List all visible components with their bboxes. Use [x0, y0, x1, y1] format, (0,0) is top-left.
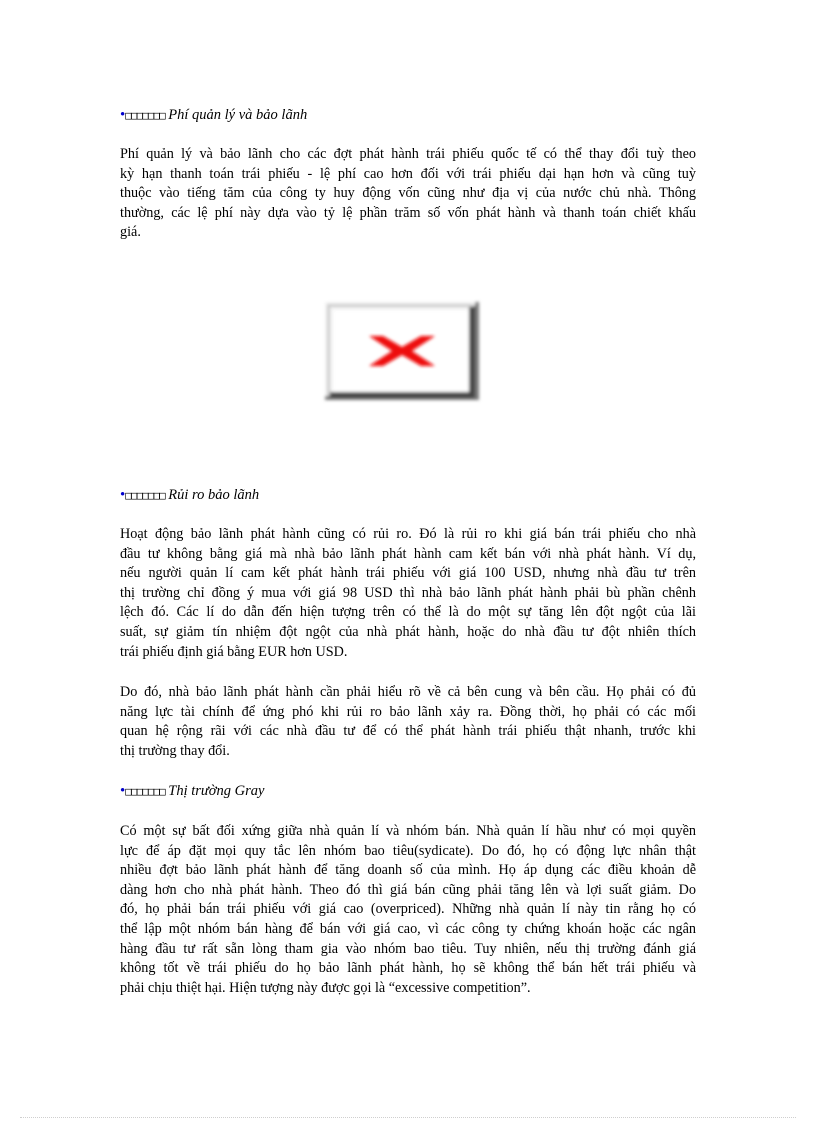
missing-glyph-boxes: □□□□□□□: [125, 489, 165, 502]
text-line: Phí quản lý và bảo lãnh cho các đợt phát hành trái phiếu quốc tế có thể thay đổi tuỳ theo: [120, 146, 696, 162]
text-line: giá.: [120, 224, 141, 241]
text-line: quan hệ rộng rãi với các nhà đầu tư để có thể phát hành trái phiếu thật nhanh, trước khi: [120, 723, 696, 740]
section-heading-fees: [120, 106, 307, 125]
text-line: lực để áp đặt mọi quy tắc lên nhóm bao tiêu(sydicate). Do đó, họ có động lực nhân thật: [120, 842, 696, 859]
text-line: đó, họ phải bán trái phiếu với giá cao (overpriced). Những nhà quản lí này tin rằng họ có: [120, 901, 696, 918]
text-line: thể lập một nhóm bán hàng để bán với giá cao, vì các công ty chứng khoán hoặc các ngân: [120, 920, 696, 937]
text-line: nhiều đợt bảo lãnh phát hành để tăng doanh số của mình. Họ áp dụng các điều khoản dễ: [120, 862, 696, 879]
bullet-icon: •: [120, 783, 126, 799]
bullet-icon: •: [120, 487, 126, 503]
page-bottom-rule: [20, 1117, 796, 1118]
broken-image-icon: [321, 298, 483, 404]
paragraph-risk-2: [120, 683, 696, 761]
text-line: Hoạt động bảo lãnh phát hành cũng có rủi ro. Đó là rủi ro khi giá bán trái phiếu cho nhà: [120, 526, 696, 542]
section-heading-underwriting-risk: [120, 486, 259, 505]
text-line: hàng đầu tư rất sẵn lòng tham gia vào nhóm bao tiêu. Tuy nhiên, nếu thị trường đánh giá: [120, 940, 696, 957]
paragraph-gray-market: [120, 822, 696, 998]
text-line: nếu người quản lí cam kết phát hành trái phiếu với giá 100 USD, nhưng nhà đầu tư trên: [120, 565, 696, 582]
text-line: thị trường chỉ đồng ý mua với giá 98 USD thì nhà bảo lãnh phát hành phải bù phần chênh: [120, 584, 696, 601]
missing-glyph-boxes: □□□□□□□: [125, 109, 165, 122]
paragraph-risk-1: [120, 525, 696, 662]
text-line: lệch đó. Các lí do dẫn đến hiện tượng trên có thể là do một sự tăng lên đột ngột của lãi: [120, 604, 696, 621]
paragraph-fees: [120, 145, 696, 243]
text-line: phải chịu thiệt hại. Hiện tượng này được gọi là “excessive competition”.: [120, 979, 531, 996]
section-heading-gray-market: [120, 782, 264, 801]
text-line: kỳ hạn thanh toán trái phiếu - lệ phí cao hơn đối với trái phiếu dại hạn hơn và cũng tuỳ: [120, 165, 696, 182]
section-title: Rủi ro bảo lãnh: [168, 487, 260, 503]
text-line: dàng hơn cho nhà phát hành. Theo đó thì giá bán cũng phải tăng lên và lợi suất giảm. Do: [120, 881, 696, 898]
section-title: Thị trường Gray: [168, 783, 265, 799]
text-line: đầu tư không bằng giá mà nhà bảo lãnh phát hành cam kết bán với nhà phát hành. Ví dụ,: [120, 545, 696, 562]
text-line: thuộc vào tiếng tăm của công ty huy động vốn cũng như địa vị của nước chủ nhà. Thông: [120, 185, 696, 202]
text-line: Do đó, nhà bảo lãnh phát hành cần phải hiểu rõ về cả bên cung và bên cầu. Họ phải có đủ: [120, 684, 696, 700]
text-line: thường, các lệ phí này dựa vào tỷ lệ phần trăm số vốn phát hành và thanh toán chiết khấu: [120, 204, 696, 221]
section-title: Phí quản lý và bảo lãnh: [168, 107, 308, 123]
text-line: thị trường thay đổi.: [120, 742, 230, 759]
bullet-icon: •: [120, 107, 126, 123]
text-line: không tốt về trái phiếu do họ bảo lãnh phát hành, họ sẽ không thể bán hết trái phiếu và: [120, 960, 696, 977]
text-line: trái phiếu định giá bằng EUR hơn USD.: [120, 643, 348, 660]
missing-glyph-boxes: □□□□□□□: [125, 785, 165, 798]
text-line: năng lực tài chính để ứng phó khi rủi ro bảo lãnh xảy ra. Đồng thời, họ phải có các mối: [120, 703, 696, 720]
text-line: Có một sự bất đối xứng giữa nhà quản lí và nhóm bán. Nhà quản lí hầu như có mọi quyền: [120, 823, 696, 839]
text-line: suất, sự giảm tín nhiệm đột ngột của nhà phát hành, hoặc do nhà đầu tư đột nhiên thích: [120, 623, 696, 640]
